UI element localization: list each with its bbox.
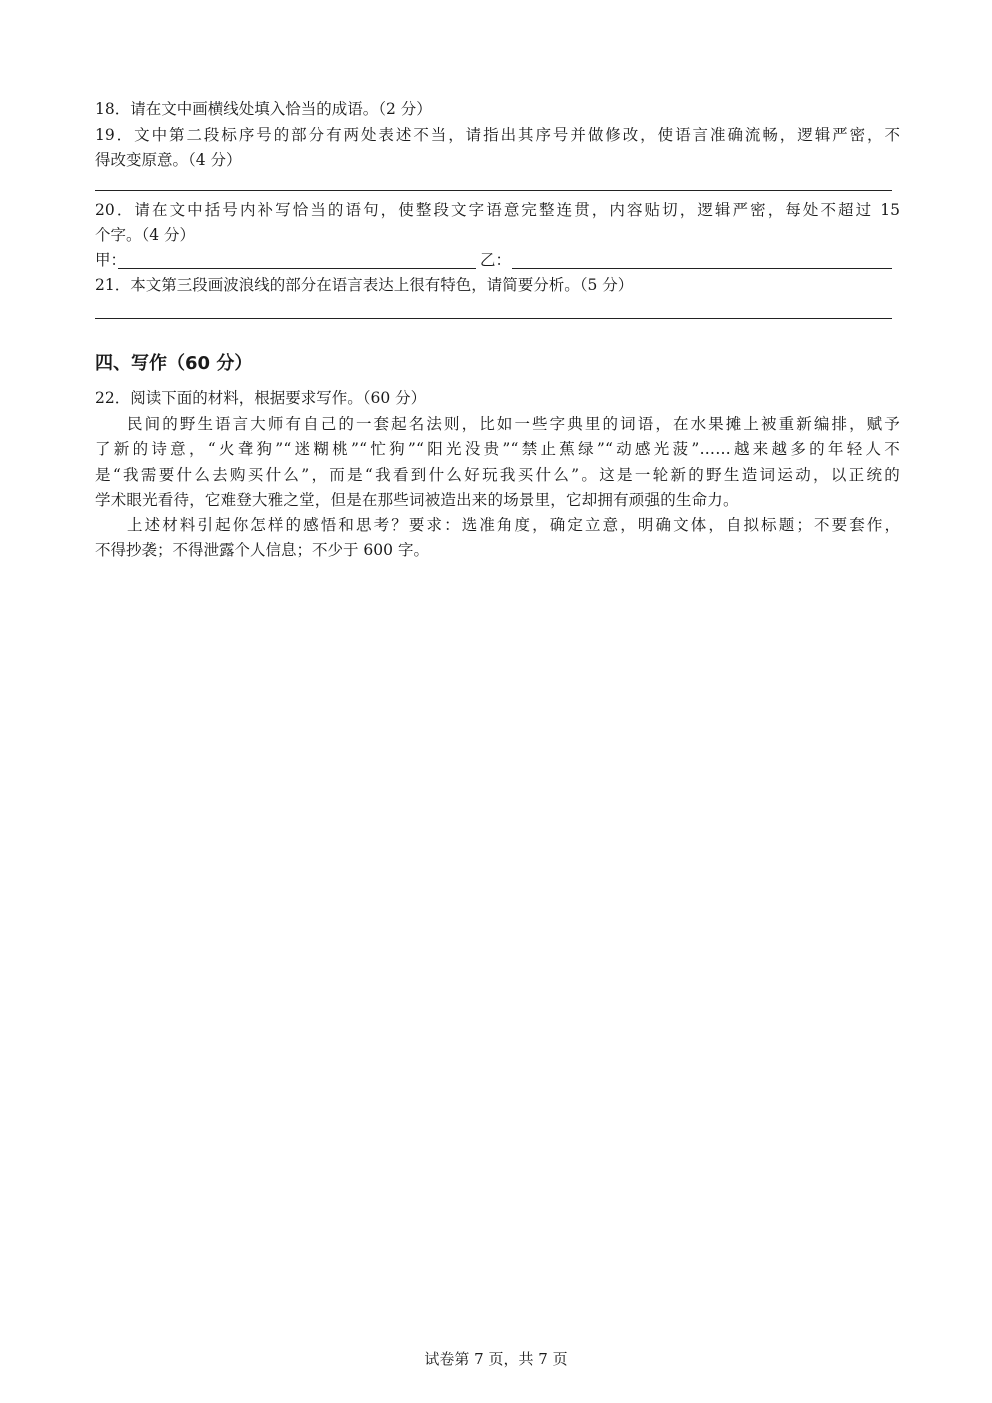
question-19-line-1: 19．文中第二段标序号的部分有两处表述不当，请指出其序号并做修改，使语言准确流畅，逻辑严密，不 [95,126,900,144]
page-footer: 试卷第 7 页，共 7 页 [424,1350,568,1368]
question-22: 22．阅读下面的材料，根据要求写作。（60 分） [95,389,427,407]
requirements-line-2: 不得抄袭；不得泄露个人信息；不少于 600 字。 [95,541,429,559]
blank-b-label: 乙： [480,251,512,269]
answer-line-21 [95,318,892,319]
question-18: 18．请在文中画横线处填入恰当的成语。（2 分） [95,100,432,118]
material-line-4: 学术眼光看待，它难登大雅之堂，但是在那些词被造出来的场景里，它却拥有顽强的生命力。 [95,491,739,509]
answer-line-19 [95,190,892,191]
material-line-1: 民间的野生语言大师有自己的一套起名法则，比如一些字典里的词语，在水果摊上被重新编排，赋予 [127,415,900,433]
material-line-2: 了新的诗意，“火聋狗”“迷糊桃”“忙狗”“阳光没贵”“禁止蕉绿”“动感光菠”……越来越多的年轻人不 [95,440,900,458]
question-21: 21．本文第三段画波浪线的部分在语言表达上很有特色，请简要分析。（5 分） [95,276,634,294]
blank-b-line [512,268,892,269]
question-20-line-1: 20．请在文中括号内补写恰当的语句，使整段文字语意完整连贯，内容贴切，逻辑严密，每处不超过 15 [95,201,900,219]
blank-a-line [118,268,476,269]
question-19-line-2: 得改变原意。（4 分） [95,151,242,169]
blank-a-label: 甲： [95,251,127,269]
section-heading: 四、写作（60 分） [95,353,253,374]
material-line-3: 是“我需要什么去购买什么”，而是“我看到什么好玩我买什么”。这是一轮新的野生造词运动，以正统的 [95,466,900,484]
requirements-line-1: 上述材料引起你怎样的感悟和思考？要求：选准角度，确定立意，明确文体，自拟标题；不要套作， [127,516,900,534]
question-20-line-2: 个字。（4 分） [95,226,196,244]
